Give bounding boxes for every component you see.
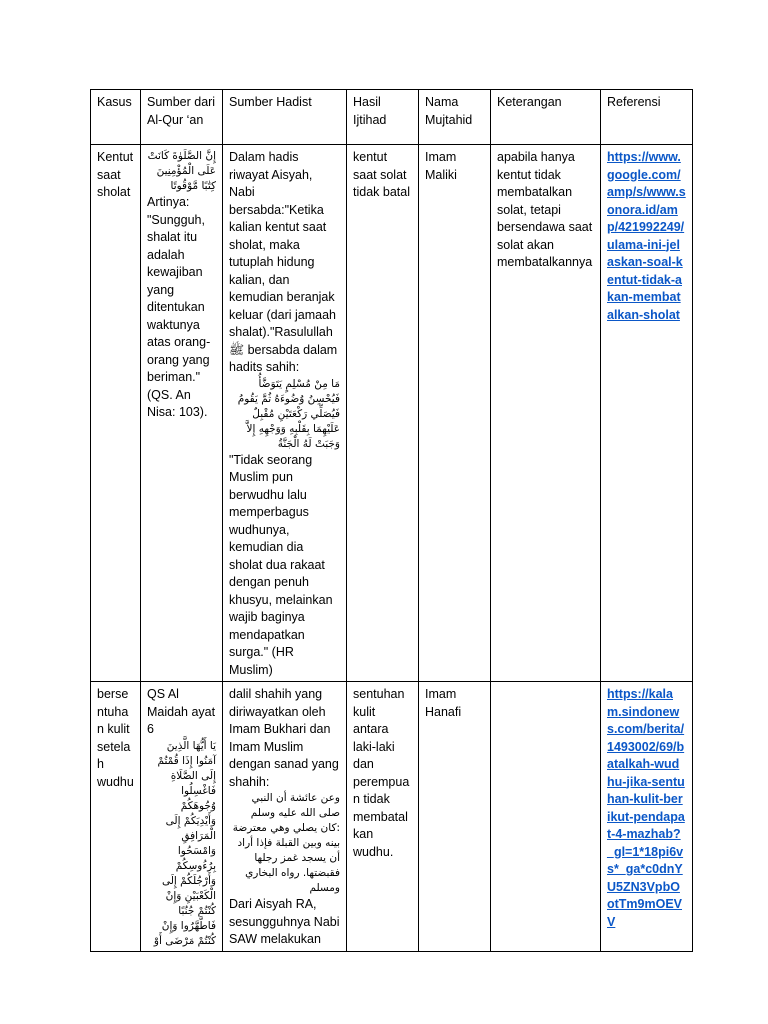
header-kasus: Kasus [91, 90, 141, 145]
cell-hasil-ijtihad: kentut saat solat tidak batal [347, 145, 419, 682]
header-row [91, 90, 693, 145]
hadist-intro: Dalam hadis riwayat Aisyah, Nabi bersabda:"Ketika kalian kentut saat sholat, maka tutuplah hidung kalian, dan kemudian beranjak keluar (dari jamaah shalat)."Rasulullah ﷺ bersabda dalam hadits sahih: [229, 150, 338, 374]
cell-sumber-hadist [223, 682, 347, 952]
cell-keterangan: apabila hanya kentut tidak membatalkan solat, tetapi bersendawa saat solat akan membatalkannya [491, 145, 601, 682]
cell-sumber-hadist [223, 145, 347, 682]
quran-arabic: إِنَّ الصَّلَوٰةَ كَانَتْ عَلَى الْمُؤْمِنِينَ كِتَٰبًا مَّوْقُوتًا [147, 150, 216, 192]
cell-hasil-ijtihad: sentuhan kulit antara laki-laki dan perempuan tidak membatalkan wudhu. [347, 682, 419, 952]
table-row [91, 682, 693, 952]
cell-kasus: bersentuhan kulit setelah wudhu [91, 682, 141, 952]
quran-heading: QS Al Maidah ayat 6 [147, 687, 216, 736]
hadist-translation: Dari Aisyah RA, sesungguhnya Nabi SAW melakukan [229, 897, 340, 946]
header-keterangan: Keterangan [491, 90, 601, 145]
cell-nama-mujtahid: Imam Maliki [419, 145, 491, 682]
quran-arabic: يَا أَيُّهَا الَّذِينَ آمَنُوا إِذَا قُمْتُمْ إِلَى الصَّلَاةِ فَاغْسِلُوا وُجُوهَكُمْ وَأَيْدِيَكُمْ إِلَى الْمَرَافِقِ وَامْسَحُوا بِرُءُوسِكُمْ وَأَرْجُلَكُمْ إِلَى الْكَعْبَيْنِ وَإِنْ كُنْتُمْ جُنُبًا فَاطَّهَّرُوا وَإِنْ كُنْتُمْ مَرْضَى أَوْ [153, 739, 216, 947]
header-nama-mujtahid: Nama Mujtahid [419, 90, 491, 145]
header-sumber-quran: Sumber dari Al-Qur ‘an [141, 90, 223, 145]
header-sumber-hadist: Sumber Hadist [223, 90, 347, 145]
referensi-link[interactable]: https://www.google.com/amp/s/www.sonora.id/amp/421992249/ulama-ini-jelaskan-soal-kentut-tidak-akan-membatalkan-sholat [607, 150, 686, 322]
table-row [91, 145, 693, 682]
hadist-translation: "Tidak seorang Muslim pun berwudhu lalu memperbagus wudhunya, kemudian dia sholat dua rakaat dengan penuh khusyu, melainkan wajib baginya mendapatkan surga." (HR Muslim) [229, 452, 333, 677]
document-table [90, 89, 693, 952]
quran-translation: Artinya: "Sungguh, shalat itu adalah kewajiban yang ditentukan waktunya atas orang-orang yang beriman." (QS. An Nisa: 103). [147, 195, 211, 419]
hadist-arabic: وعن عائشة أن النبي صلى الله عليه وسلم :كان يصلي وهي معترضة بينه وبين القبلة فإذا أراد أن يسجد غمز رجلها فقبضتها. رواه البخاري ومسلم [232, 792, 340, 894]
cell-nama-mujtahid: Imam Hanafi [419, 682, 491, 952]
header-referensi: Referensi [601, 90, 693, 145]
header-hasil-ijtihad: Hasil Ijtihad [347, 90, 419, 145]
cell-sumber-quran [141, 145, 223, 682]
cell-referensi [601, 682, 693, 952]
hadist-intro: dalil shahih yang diriwayatkan oleh Imam Bukhari dan Imam Muslim dengan sanad yang shahih: [229, 687, 339, 789]
cell-referensi [601, 145, 693, 682]
referensi-link[interactable]: https://kalam.sindonews.com/berita/1493002/69/batalkah-wudhu-jika-sentuhan-kulit-berikut-pendapat-4-mazhab?_gl=1*18pi6vs*_ga*c0dnYU5ZN3VpbOotTm9mOEVV [607, 687, 685, 929]
hadist-arabic: مَا مِنْ مُسْلِمٍ يَتَوَضَّأُ فَيُحْسِنُ وُضُوءَهُ ثُمَّ يَقُومُ فَيُصَلِّي رَكْعَتَيْنِ مُقْبِلٌ عَلَيْهِمَا بِقَلْبِهِ وَوَجْهِهِ إِلاَّ وَجَبَتْ لَهُ الْجَنَّةُ [237, 377, 340, 450]
cell-sumber-quran [141, 682, 223, 952]
cell-kasus: Kentut saat sholat [91, 145, 141, 682]
cell-keterangan [491, 682, 601, 952]
